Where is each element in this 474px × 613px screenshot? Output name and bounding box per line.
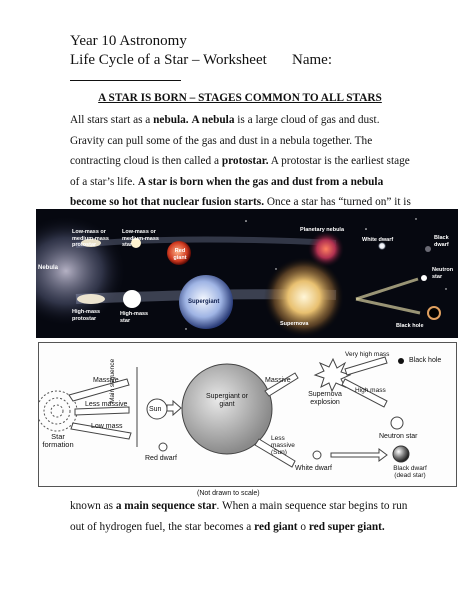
high-mass-star-sphere [123,290,141,308]
label-black-hole-2: Black hole [409,357,442,364]
label-white-dwarf: White dwarf [362,237,394,243]
label-high-mass-star: High-mass star [120,311,149,324]
black-hole-dot [428,307,440,319]
text-run: Gravity can pull some of the gas and dust in a nebula together. The [70,134,373,147]
evolution-diagram-artwork [39,343,455,485]
figure-caption: (Not drawn to scale) [197,490,260,497]
black-hole-arrow [356,299,420,313]
label-nebula: Nebula [38,265,59,271]
label-massive: Massive [93,377,119,384]
course-title: Year 10 Astronomy [70,33,187,49]
paragraph-1-line [70,172,450,193]
label-white-dwarf-2: White dwarf [295,465,332,472]
text-run: of a star’s life. [70,175,138,188]
name-underline [70,80,181,81]
bold-text: nebula. [153,114,189,126]
label-supergiant-or-giant: Supergiant or giant [205,393,249,408]
label-low-mass-star: Low-mass or medium-mass star [122,229,159,248]
less-massive-arrow [75,407,129,415]
label-less-massive-sun: Less massive (Sun) [271,435,295,456]
bold-text: A nebula [191,114,235,126]
red-dwarf-circle [159,443,167,451]
label-supergiant: Supergiant [188,299,220,305]
label-neutron-star: Neutron star [432,267,454,280]
star-life-cycle-image [36,209,458,338]
label-low-mass: Low mass [91,423,123,430]
label-black-dwarf: Black dwarf [434,235,449,248]
black-dwarf-icon [393,446,409,462]
label-high-mass-protostar: High-mass protostar [72,309,101,322]
bold-text: A star is born when the gas and dust from a nebula [137,175,384,188]
label-red-giant: Red giant [173,248,187,261]
label-massive-2: Massive [265,377,291,384]
paragraph-1-line [70,131,450,152]
paragraph-2-line [70,496,460,517]
bold-text: a main sequence star [115,500,217,512]
label-supernova: Supernova [280,321,309,327]
label-supernova-explosion: Supernova explosion [308,391,342,406]
name-label: Name: [292,52,332,68]
white-dwarf-dot [378,242,386,250]
text-run: is a large cloud of gas and dust. [234,114,380,126]
paragraph-2 [70,496,460,537]
paragraph-2-line [70,517,460,538]
label-red-dwarf: Red dwarf [145,455,177,462]
label-very-high-mass: Very high mass [345,351,390,358]
text-run: All stars start as a [70,114,154,126]
star-evolution-diagram [38,342,457,487]
text-run: contracting cloud is then called a [70,155,222,168]
text-run: known as [70,500,116,512]
text-run: . When a main sequence star begins to run [216,500,408,512]
bold-text: red super giant. [308,520,385,533]
black-dwarf-dot [425,246,431,252]
label-less-massive: Less massive [85,401,128,408]
neutron-star-icon [391,417,403,429]
label-low-mass-protostar: Low-mass or medium-mass protostar [72,229,109,248]
bold-text: protostar. [221,155,269,168]
text-run: out of hydrogen fuel, the star becomes a [70,520,255,533]
neutron-star-dot [421,275,427,281]
label-neutron-star-2: Neutron star [379,433,418,440]
neutron-arrow [356,279,418,299]
paragraph-1-line [70,110,450,131]
section-heading: A STAR IS BORN – STAGES COMMON TO ALL STARS [98,92,382,104]
label-black-dwarf-2: Black dwarf (dead star) [393,465,427,479]
text-run: Once a star has “turned on” it is [264,196,411,209]
label-main-sequence: Main sequence [109,358,116,403]
text-run: A protostar is the earliest stage [268,155,410,168]
label-high-mass: High mass [355,387,386,394]
white-dwarf-icon [313,451,321,459]
label-star-formation: Star formation [42,432,74,449]
label-sun: Sun [149,406,162,413]
paragraph-1-line [70,151,450,172]
bold-text: become so hot that nuclear fusion starts. [70,196,265,209]
label-black-hole: Black hole [396,323,424,329]
high-mass-protostar-disk [77,294,105,304]
black-hole-icon [398,358,404,364]
label-planetary-nebula: Planetary nebula [300,227,345,233]
worksheet-title: Life Cycle of a Star – Worksheet [70,52,267,68]
paragraph-1 [70,110,450,213]
bold-text: red giant [254,520,298,533]
text-run: o [297,520,309,533]
